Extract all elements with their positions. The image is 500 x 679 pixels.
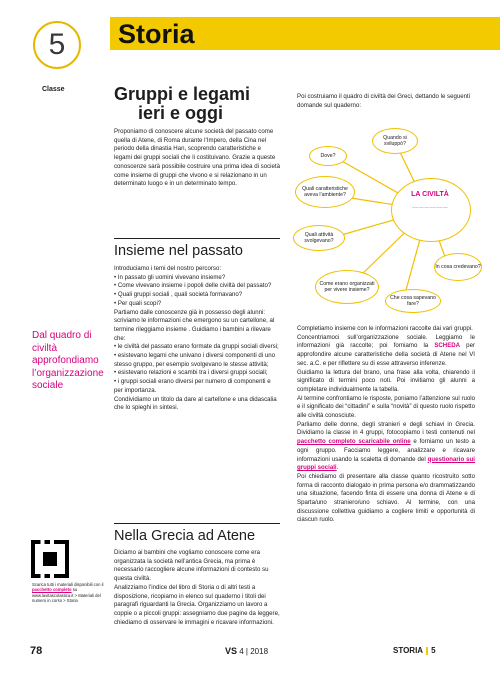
unit-number-badge: 5 xyxy=(33,21,81,69)
section-insieme-body: Introduciamo i temi del nostro percorso: • In passato gli uomini vivevano insieme? • Come vivevano insieme i popoli delle civiltà del passato? • Quali gruppi sociali , quali società formavano? • Per quali scopi? Partiamo dalle conoscenze già in possesso degli alunni: scriviamo le informazioni che emergono su un cartellone, al termine rileggiamo insieme . Guidiamo i bambini a rilevare che: • le civiltà del passato erano formate da gruppi sociali diversi; • esistevano legami che univano i diversi componenti di uno stesso gruppo, per esempio svolgevano le stesse attività; • esistevano relazioni e scambi tra i diversi gruppi sociali; • i gruppi sociali erano diversi per numero di componenti e per importanza. Condividiamo un titolo da dare al cartellone e una didascalia che lo spieghi in sintesi. xyxy=(114,265,279,412)
question-quando: Quando si sviluppò? xyxy=(372,128,418,154)
question-sapevano: Che cosa sapevano fare? xyxy=(385,289,441,313)
sidebar-note: Dal quadro di civiltà approfondiamo l’organizzazione sociale xyxy=(32,330,104,391)
right-body: Completiamo insieme con le informazioni raccolte dai vari gruppi. Concentriamoci sull’organizzazione sociale. Leggiamo le informazioni già raccolte; poi forniamo la SCHEDA per approfondire alcune caratteristiche della società di Atene nel VI sec. a.C. e per riflettere su di esse attraverso inferenze. Guidiamo la lettura del brano, una frase alla volta, chiarendo il significato di termini poco noti. Poi invitiamo gli alunni a completare individualmente la tabella. Al termine confrontiamo le risposte, poniamo l’attenzione sul ruolo e il significato dei “cittadini” e sulla “novità” di questo ruolo rispetto alle civiltà conosciute. Parliamo delle donne, degli stranieri e degli schiavi in Grecia. Dividiamo la classe in 4 gruppi, fotocopiamo i testi contenuti nel pacchetto completo scaricabile online e forniamo un testo a ogni gruppo. Facciamo leggere, analizzare e ricavare informazioni usando la scaletta di domande del questionario sui gruppi sociali. Poi chiediamo di presentare alla classe quanto ricostruito sotto forma di racconto dialogato in prima persona e/o drammatizzando una situazione, facendo finta di essere una donna di Atene e di Sparta/uno straniero/uno schiavo. Al termine, con una discussione collettiva guidiamo a cogliere limiti e opportunità di ciascun ruolo. xyxy=(297,325,475,524)
question-attivita: Quali attività svolgevano? xyxy=(293,225,345,251)
center-bubble xyxy=(391,178,471,242)
section-grecia-body: Diciamo ai bambini che vogliamo conoscere come era organizzata la società nell’antica Grecia, ma prima è necessario raccogliere alcune informazioni di contesto su questa civiltà. Analizziamo l’indice del libro di Storia o di altri testi a disposizione, ricopiamo in elenco sul quaderno i titoli dei paragrafi riguardanti la Grecia. Organizziamo un lavoro a coppie o a piccoli gruppi: assegniamo due pagine da leggere, chiediamo di osservare le immagini e ricavare informazioni. xyxy=(114,549,280,626)
intro-paragraph: Proponiamo di conoscere alcune società del passato come quella di Atene, di Roma durante l’Impero, della Cina nel periodo della dinastia Han, scoprendo caratteristiche e legami dei gruppi sociali che li costituivano. Grazie a queste conoscenze sarà possibile costruire una prima idea di società come insieme di gruppi che vivono e si relazionano in un determinato luogo e in un determinato tempo. xyxy=(114,128,280,188)
question-credevano: In cosa credevano? xyxy=(434,253,482,281)
pacchetto-completo-link[interactable]: pacchetto completo scaricabile online xyxy=(297,438,411,446)
right-intro: Poi costruiamo il quadro di civiltà dei Greci, dettando le seguenti domande sul quaderno: xyxy=(297,93,471,109)
question-organizzati: Come erano organizzati per vivere insieme? xyxy=(315,270,379,304)
civilta-diagram xyxy=(293,118,483,313)
page-number: 78 xyxy=(30,645,43,657)
subject-banner xyxy=(110,17,500,50)
qr-code[interactable] xyxy=(31,540,69,578)
question-ambiente: Quali caratteristiche aveva l’ambiente? xyxy=(295,176,355,208)
section-heading-insieme: Insieme nel passato xyxy=(114,238,280,259)
magazine-issue: VS 4 | 2018 xyxy=(225,646,269,656)
title-line-2: ieri e oggi xyxy=(138,103,224,123)
subject-title: Storia xyxy=(118,19,195,49)
pacchetto-link[interactable]: pacchetto completo xyxy=(32,587,72,593)
center-label: LA CIVILTÀ xyxy=(411,191,449,198)
title-line-1: Gruppi e legami xyxy=(114,84,251,104)
center-dots: ……………… xyxy=(412,204,448,210)
questionario-link[interactable]: questionario sui gruppi sociali xyxy=(297,455,475,472)
page-title xyxy=(114,85,250,123)
scheda-link[interactable]: SCHEDA xyxy=(434,342,461,350)
footer-subject: STORIA 5 xyxy=(393,646,436,655)
section-heading-grecia: Nella Grecia ad Atene xyxy=(114,523,280,544)
classe-label: Classe xyxy=(42,86,65,93)
question-dove: Dove? xyxy=(309,146,347,166)
qr-caption: Scarica tutti i materiali disponibili con il pacchetto completo su www.lavitascolastica.it > Materiali del numero in corso > Storia xyxy=(32,582,104,604)
